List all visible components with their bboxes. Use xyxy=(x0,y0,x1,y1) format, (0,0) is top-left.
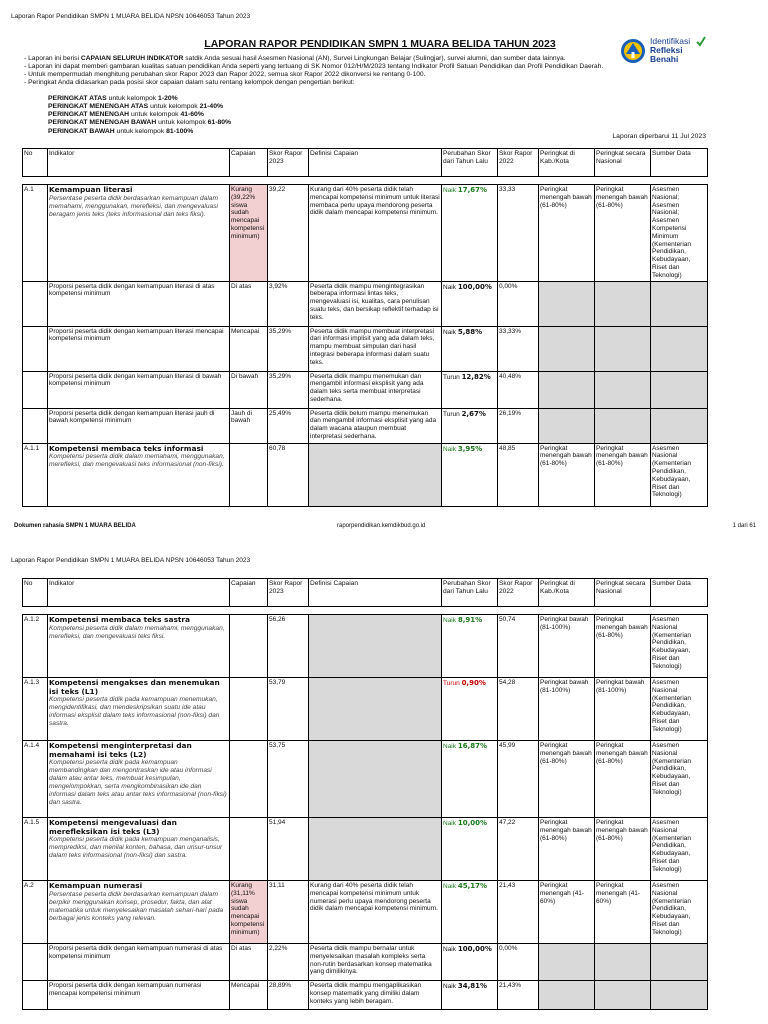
change-value: 5,88% xyxy=(457,327,483,336)
table-row xyxy=(23,326,708,371)
cell-nasional xyxy=(595,944,651,981)
cell-indikator xyxy=(48,281,230,326)
cell-no xyxy=(23,944,48,981)
cell-indikator xyxy=(48,881,230,944)
col-perubahan: Perubahan Skor dari Tahun Lalu xyxy=(442,579,498,607)
page-header-2: Laporan Rapor Pendidikan SMPN 1 MUARA BELIDA NPSN 10646053 Tahun 2023 xyxy=(11,557,251,564)
check-mark-icon xyxy=(696,36,706,48)
cell-kab: Peringkat menengah bawah (61-80%) xyxy=(539,185,595,282)
cell-capaian: Kurang (31,11% siswa sudah mencapai kompetensi minimum) xyxy=(230,881,268,944)
ranking-level-name: PERINGKAT MENENGAH BAWAH xyxy=(48,119,157,127)
cell-skor-2022: 33,33% xyxy=(498,326,539,371)
footer-confidential: Dokumen rahasia SMPN 1 MUARA BELIDA xyxy=(14,523,136,529)
cell-no: A.1.5 xyxy=(23,818,48,881)
cell-kab: Peringkat menengah bawah (61-80%) xyxy=(539,443,595,506)
cell-nasional: Peringkat menengah bawah (61-80%) xyxy=(595,443,651,506)
cell-kab: Peringkat bawah (81-100%) xyxy=(539,678,595,741)
cell-skor-2022: 21,43% xyxy=(498,981,539,1010)
cell-capaian xyxy=(230,678,268,741)
cell-capaian: Mencapai xyxy=(230,326,268,371)
cell-sumber xyxy=(651,281,708,326)
table-row xyxy=(23,944,708,981)
cell-kab xyxy=(539,371,595,408)
indicator-description: Persentase peserta didik berdasarkan kemampuan dalam memahami, menggunakan, merefleksi, dan mengevaluasi beragam jenis teks (teks informasional dan teks fiksi). xyxy=(49,194,218,218)
ranking-level-text: untuk kelompok xyxy=(156,119,208,127)
cell-perubahan xyxy=(442,185,498,282)
cell-indikator xyxy=(48,741,230,818)
cell-skor-2023: 60,78 xyxy=(268,443,309,506)
cell-no xyxy=(23,408,48,443)
change-value: 100,00% xyxy=(457,945,492,953)
change-direction: Naik xyxy=(443,946,457,953)
change-value: 12,82% xyxy=(461,372,491,381)
cell-definisi xyxy=(309,818,442,881)
cell-kab xyxy=(539,326,595,371)
indicator-title: Kompetensi mengakses dan menemukan isi teks (L1) xyxy=(49,678,220,696)
cell-skor-2022: 33,33 xyxy=(498,185,539,282)
cell-perubahan xyxy=(442,326,498,371)
cell-skor-2023: 35,29% xyxy=(268,326,309,371)
indicator-subitem: Proporsi peserta didik dengan kemampuan numerasi mencapai kompetensi minimum xyxy=(49,982,202,997)
ranking-level-range: 81-100% xyxy=(166,127,194,135)
cell-capaian xyxy=(230,741,268,818)
cell-indikator xyxy=(48,371,230,408)
footer-page-number: 1 dari 61 xyxy=(732,523,756,529)
change-value: 17,67% xyxy=(457,186,487,194)
footer-url[interactable]: raporpendidikan.kemdikbud.go.id xyxy=(337,523,426,529)
indicator-title: Kemampuan numerasi xyxy=(49,881,143,890)
cell-sumber: Asesmen Nasional (Kementerian Pendidikan, Kebudayaan, Riset dan Teknologi) xyxy=(651,678,708,741)
indicator-subitem: Proporsi peserta didik dengan kemampuan numerasi di atas kompetensi minimum xyxy=(49,945,223,960)
indicator-title: Kompetensi membaca teks sastra xyxy=(49,615,191,624)
cell-sumber xyxy=(651,326,708,371)
cell-skor-2023: 25,49% xyxy=(268,408,309,443)
intro-notes xyxy=(24,55,624,87)
col-skor-2022: Skor Rapor 2022 xyxy=(498,149,539,177)
cell-nasional xyxy=(595,326,651,371)
change-value: 100,00% xyxy=(457,282,492,291)
change-direction: Naik xyxy=(443,328,457,336)
ranking-level-name: PERINGKAT ATAS xyxy=(48,95,107,102)
cell-perubahan xyxy=(442,443,498,506)
intro-text: - Peringkat Anda didasarkan pada posisi skor capaian dalam satu rentang kelompok dengan pengertian berikut: xyxy=(24,79,355,87)
cell-no: A.1.2 xyxy=(23,615,48,678)
cell-skor-2022: 47,22 xyxy=(498,818,539,881)
logo-text-benahi: Benahi xyxy=(650,53,679,64)
col-peringkat-nasional: Peringkat secara Nasional xyxy=(595,579,651,607)
indicator-table-page-2 xyxy=(22,578,708,1010)
indicator-description: Kompetensi peserta didik pada kemampuan menemukan, mengidentifikasi, dan mendeskripsikan suatu ide atau informasi eksplisit dalam teks informasional (non-fiksi) dan sastra. xyxy=(49,696,220,728)
intro-text: satdik Anda sesuai hasil Asesmen Nasional (AN), Survei Lingkungan Belajar (Sulingjar), survei alumni, dan sumber data lainnya. xyxy=(183,55,566,62)
intro-text: - Untuk mempermudah menghitung perubahan skor Rapor 2023 dan Rapor 2022, semua skor Rapor 2022 dikonversi ke rentang 0-100. xyxy=(24,71,426,79)
cell-kab xyxy=(539,944,595,981)
cell-no xyxy=(23,326,48,371)
change-direction: Turun xyxy=(443,680,460,687)
col-no: No xyxy=(23,579,48,607)
ranking-level-range: 41-60% xyxy=(180,111,204,119)
updated-date: Laporan diperbarui 11 Jul 2023 xyxy=(612,133,706,140)
cell-definisi xyxy=(309,741,442,818)
col-definisi: Definisi Capaian xyxy=(309,579,442,607)
cell-definisi: Kurang dari 40% peserta didik telah mencapai kompetensi minimum untuk literasi membaca perlu upaya mendorong peserta didik dalam mencapai kompetensi minimum. xyxy=(309,185,442,282)
col-sumber-data: Sumber Data xyxy=(651,149,708,177)
col-capaian: Capaian xyxy=(230,149,268,177)
cell-no: A.1.3 xyxy=(23,678,48,741)
cell-nasional: Peringkat menengah bawah (61-80%) xyxy=(595,818,651,881)
cell-nasional: Peringkat menengah bawah (61-80%) xyxy=(595,185,651,282)
change-direction: Naik xyxy=(443,187,457,194)
cell-perubahan xyxy=(442,408,498,443)
change-value: 45,17% xyxy=(457,882,487,890)
table-row xyxy=(23,881,708,944)
cell-skor-2022: 48,85 xyxy=(498,443,539,506)
table-row xyxy=(23,678,708,741)
col-skor-2023: Skor Rapor 2023 xyxy=(268,149,309,177)
cell-perubahan xyxy=(442,371,498,408)
col-skor-2023: Skor Rapor 2023 xyxy=(268,579,309,607)
table-row xyxy=(23,371,708,408)
col-skor-2022: Skor Rapor 2022 xyxy=(498,579,539,607)
cell-indikator xyxy=(48,615,230,678)
table-header-row xyxy=(23,579,708,607)
cell-perubahan xyxy=(442,615,498,678)
ranking-level-text: untuk kelompok xyxy=(148,103,200,111)
cell-no xyxy=(23,981,48,1010)
indicator-description: Kompetensi peserta didik dalam memahami, menggunakan, merefleksi, dan mengevaluasi teks informasional (non-fiksi). xyxy=(49,453,225,469)
cell-definisi xyxy=(309,443,442,506)
cell-capaian: Di atas xyxy=(230,281,268,326)
col-capaian: Capaian xyxy=(230,579,268,607)
cell-indikator xyxy=(48,678,230,741)
table-row xyxy=(23,281,708,326)
cell-skor-2023: 31,11 xyxy=(268,881,309,944)
cell-nasional xyxy=(595,281,651,326)
change-direction: Naik xyxy=(443,445,457,453)
ranking-level xyxy=(48,103,231,111)
cell-skor-2022: 21,43 xyxy=(498,881,539,944)
cell-definisi: Kurang dari 40% peserta didik telah mencapai kompetensi minimum untuk numerasi perlu upaya mendorong peserta didik dalam mencapai kompetensi minimum. xyxy=(309,881,442,944)
indicator-description: Kompetensi peserta didik pada kemampuan membandingkan dan mengontraskan ide atau informasi dalam atau antar teks, membuat kesimpulan, mengelompokkan, serta mengkombinasikan ide dan informasi dalam teks atau antar teks informasional (non-fiksi) dan sastra. xyxy=(49,759,227,807)
cell-kab: Peringkat menengah (41-60%) xyxy=(539,881,595,944)
cell-sumber xyxy=(651,981,708,1010)
col-perubahan: Perubahan Skor dari Tahun Lalu xyxy=(442,149,498,177)
cell-capaian: Jauh di bawah xyxy=(230,408,268,443)
cell-no: A.1.1 xyxy=(23,443,48,506)
intro-text: - Laporan ini dapat memberi gambaran kualitas satuan pendidikan Anda seperti yang tertuang di SK Nomor 012/H/M/2023 tentang Indikator Profil Satuan Pendidikan dan Profil Pendidikan Daerah. xyxy=(24,63,604,71)
cell-definisi: Peserta didik belum mampu menemukan dan mengambil informasi eksplisit yang ada dalam wacana ataupun membuat interpretasi sederhana. xyxy=(309,408,442,443)
cell-definisi xyxy=(309,678,442,741)
ranking-level xyxy=(48,111,231,119)
report-title: LAPORAN RAPOR PENDIDIKAN SMPN 1 MUARA BELIDA TAHUN 2023 xyxy=(204,38,556,50)
cell-no: A.1 xyxy=(23,185,48,282)
cell-indikator xyxy=(48,981,230,1010)
cell-nasional xyxy=(595,371,651,408)
ranking-level xyxy=(48,128,231,136)
change-value: 0,90% xyxy=(461,679,486,687)
change-direction: Naik xyxy=(443,617,457,624)
col-indikator: Indikator xyxy=(48,579,230,607)
indicator-subitem: Proporsi peserta didik dengan kemampuan literasi mencapai kompetensi minimum xyxy=(49,327,224,343)
indicator-description: Kompetensi peserta didik dalam memahami, menggunakan, merefleksi, dan mengevaluasi teks fiksi. xyxy=(49,624,225,640)
cell-definisi: Peserta didik mampu membuat interpretasi dari informasi implisit yang ada dalam teks, mampu membuat simpulan dari hasil integrasi beberapa informasi dalam suatu teks. xyxy=(309,326,442,371)
cell-no xyxy=(23,371,48,408)
cell-indikator xyxy=(48,185,230,282)
cell-skor-2022: 45,99 xyxy=(498,741,539,818)
indicator-table-page-1 xyxy=(22,148,708,507)
cell-kab xyxy=(539,281,595,326)
cell-skor-2023: 53,75 xyxy=(268,741,309,818)
cell-skor-2023: 39,22 xyxy=(268,185,309,282)
intro-text: - Laporan ini berisi xyxy=(24,55,81,62)
cell-perubahan xyxy=(442,741,498,818)
cell-kab: Peringkat menengah bawah (61-80%) xyxy=(539,741,595,818)
indicator-description: Kompetensi peserta didik pada kemampuan menganalisis, memprediksi, dan menilai konten, bahasa, dan unsur-unsur dalam teks informasional (non-fiksi) dan sastra. xyxy=(49,836,223,860)
cell-skor-2022: 26,19% xyxy=(498,408,539,443)
intro-line xyxy=(24,79,624,87)
cell-no xyxy=(23,281,48,326)
indicator-title: Kompetensi membaca teks informasi xyxy=(49,443,204,453)
cell-definisi: Peserta didik mampu menemukan dan mengambil informasi eksplisit yang ada dalam teks serta membuat interpretasi sederhana. xyxy=(309,371,442,408)
table-header-row xyxy=(23,149,708,177)
cell-no: A.1.4 xyxy=(23,741,48,818)
change-value: 34,81% xyxy=(457,982,487,990)
cell-sumber xyxy=(651,408,708,443)
cell-sumber xyxy=(651,944,708,981)
cell-perubahan xyxy=(442,678,498,741)
cell-sumber: Asesmen Nasional; Asesmen Nasional; Asesmen Kompetensi Minimum (Kementerian Pendidikan, Kebudayaan, Riset dan Teknologi) xyxy=(651,185,708,282)
ranking-level-text: untuk kelompok xyxy=(106,95,159,102)
indicator-subitem: Proporsi peserta didik dengan kemampuan literasi jauh di bawah kompetensi minimum xyxy=(49,409,215,425)
ranking-level-range: 61-80% xyxy=(207,119,232,127)
change-direction: Naik xyxy=(443,983,457,990)
ranking-legend xyxy=(48,95,231,136)
cell-kab: Peringkat bawah (81-100%) xyxy=(539,615,595,678)
change-value: 16,87% xyxy=(457,742,487,750)
cell-perubahan xyxy=(442,981,498,1010)
change-value: 8,91% xyxy=(457,616,483,624)
cell-kab: Peringkat menengah bawah (61-80%) xyxy=(539,818,595,881)
cell-sumber: Asesmen Nasional (Kementerian Pendidikan, Kebudayaan, Riset dan Teknologi) xyxy=(651,881,708,944)
cell-skor-2022: 40,48% xyxy=(498,371,539,408)
cell-nasional: Peringkat menengah bawah (61-80%) xyxy=(595,741,651,818)
change-value: 3,95% xyxy=(457,444,483,453)
col-peringkat-nasional: Peringkat secara Nasional xyxy=(595,149,651,177)
ranking-level-range: 1-20% xyxy=(158,95,178,102)
change-value: 2,67% xyxy=(461,409,486,418)
indicator-subitem: Proporsi peserta didik dengan kemampuan literasi di bawah kompetensi minimum xyxy=(49,372,222,388)
cell-skor-2022: 0,00% xyxy=(498,281,539,326)
cell-nasional xyxy=(595,408,651,443)
cell-sumber: Asesmen Nasional (Kementerian Pendidikan, Kebudayaan, Riset dan Teknologi) xyxy=(651,443,708,506)
change-direction: Naik xyxy=(443,820,457,827)
cell-skor-2022: 54,28 xyxy=(498,678,539,741)
cell-definisi: Peserta didik mampu mengaplikasikan konsep matematik yang dimiliki dalam konteks yang lebih beragam. xyxy=(309,981,442,1010)
indicator-title: Kemampuan literasi xyxy=(49,185,133,194)
change-value: 10,00% xyxy=(457,819,487,827)
cell-skor-2023: 56,26 xyxy=(268,615,309,678)
table-row xyxy=(23,741,708,818)
change-direction: Turun xyxy=(443,373,460,381)
ranking-level xyxy=(48,119,231,127)
cell-capaian: Mencapai xyxy=(230,981,268,1010)
indicator-title: Kompetensi mengevaluasi dan merefleksikan isi teks (L3) xyxy=(49,818,177,836)
indicator-subitem: Proporsi peserta didik dengan kemampuan literasi di atas kompetensi minimum xyxy=(49,282,215,298)
cell-sumber: Asesmen Nasional (Kementerian Pendidikan, Kebudayaan, Riset dan Teknologi) xyxy=(651,615,708,678)
cell-no: A.2 xyxy=(23,881,48,944)
logo xyxy=(620,34,710,70)
cell-perubahan xyxy=(442,881,498,944)
cell-capaian: Di bawah xyxy=(230,371,268,408)
change-direction: Naik xyxy=(443,883,457,890)
cell-sumber: Asesmen Nasional (Kementerian Pendidikan, Kebudayaan, Riset dan Teknologi) xyxy=(651,818,708,881)
cell-indikator xyxy=(48,408,230,443)
cell-indikator xyxy=(48,944,230,981)
cell-sumber xyxy=(651,371,708,408)
cell-capaian: Kurang (39,22% siswa sudah mencapai kompetensi minimum) xyxy=(230,185,268,282)
intro-emphasis: CAPAIAN SELURUH INDIKATOR xyxy=(80,55,184,62)
cell-indikator xyxy=(48,818,230,881)
ranking-level xyxy=(48,95,231,103)
cell-capaian: Di atas xyxy=(230,944,268,981)
cell-nasional: Peringkat menengah (41-60%) xyxy=(595,881,651,944)
cell-capaian xyxy=(230,818,268,881)
ranking-level-text: untuk kelompok xyxy=(114,127,167,135)
logo-text-refleksi: Refleksi xyxy=(650,44,683,55)
ranking-level-name: PERINGKAT MENENGAH xyxy=(48,111,130,119)
cell-nasional: Peringkat menengah bawah (61-80%) xyxy=(595,615,651,678)
cell-capaian xyxy=(230,443,268,506)
cell-definisi xyxy=(309,615,442,678)
cell-skor-2023: 35,29% xyxy=(268,371,309,408)
logo-text-identifikasi: Identifikasi xyxy=(650,36,691,46)
cell-perubahan xyxy=(442,944,498,981)
cell-kab xyxy=(539,981,595,1010)
cell-perubahan xyxy=(442,281,498,326)
change-direction: Turun xyxy=(443,410,460,418)
col-peringkat-kab: Peringkat di Kab./Kota xyxy=(539,149,595,177)
table-row xyxy=(23,408,708,443)
cell-nasional: Peringkat bawah (81-100%) xyxy=(595,678,651,741)
table-row xyxy=(23,615,708,678)
table-row xyxy=(23,443,708,506)
ranking-level-text: untuk kelompok xyxy=(129,111,181,119)
page-header: Laporan Rapor Pendidikan SMPN 1 MUARA BELIDA NPSN 10646053 Tahun 2023 xyxy=(11,13,251,20)
col-peringkat-kab: Peringkat di Kab./Kota xyxy=(539,579,595,607)
ranking-level-name: PERINGKAT BAWAH xyxy=(48,127,115,135)
cell-capaian xyxy=(230,615,268,678)
cell-kab xyxy=(539,408,595,443)
cell-skor-2022: 0,00% xyxy=(498,944,539,981)
intro-line xyxy=(24,55,624,63)
col-no: No xyxy=(23,149,48,177)
table-row xyxy=(23,981,708,1010)
intro-line xyxy=(24,71,624,79)
cell-skor-2023: 53,79 xyxy=(268,678,309,741)
cell-skor-2023: 51,94 xyxy=(268,818,309,881)
table-row xyxy=(23,818,708,881)
cell-indikator xyxy=(48,326,230,371)
cell-skor-2022: 50,74 xyxy=(498,615,539,678)
col-definisi: Definisi Capaian xyxy=(309,149,442,177)
change-direction: Naik xyxy=(443,743,457,750)
ranking-level-name: PERINGKAT MENENGAH ATAS xyxy=(48,103,149,111)
cell-nasional xyxy=(595,981,651,1010)
cell-definisi: Peserta didik mampu bernalar untuk menyelesaikan masalah kompleks serta non-rutin berdasarkan konsep matematika yang dimilikinya. xyxy=(309,944,442,981)
table-row xyxy=(23,185,708,282)
indicator-title: Kompetensi menginterpretasi dan memahami isi teks (L2) xyxy=(49,741,192,759)
cell-definisi: Peserta didik mampu mengintegrasikan beberapa informasi lintas teks, mengevaluasi isi, kualitas, cara penulisan suatu teks, dan bersikap reflektif terhadap isi teks. xyxy=(309,281,442,326)
cell-perubahan xyxy=(442,818,498,881)
cell-indikator xyxy=(48,443,230,506)
cell-skor-2023: 28,89% xyxy=(268,981,309,1010)
cell-skor-2023: 2,22% xyxy=(268,944,309,981)
col-indikator: Indikator xyxy=(48,149,230,177)
intro-line xyxy=(24,63,624,71)
cell-sumber: Asesmen Nasional (Kementerian Pendidikan, Kebudayaan, Riset dan Teknologi) xyxy=(651,741,708,818)
cell-skor-2023: 3,92% xyxy=(268,281,309,326)
col-sumber-data: Sumber Data xyxy=(651,579,708,607)
indicator-description: Persentase peserta didik berdasarkan kemampuan dalam berpikir menggunakan konsep, prosedur, fakta, dan alat matematika untuk menyelesaikan masalah sehari-hari pada berbagai jenis konteks yang relevan. xyxy=(49,890,224,922)
ranking-level-range: 21-40% xyxy=(199,103,224,111)
change-direction: Naik xyxy=(443,283,457,291)
